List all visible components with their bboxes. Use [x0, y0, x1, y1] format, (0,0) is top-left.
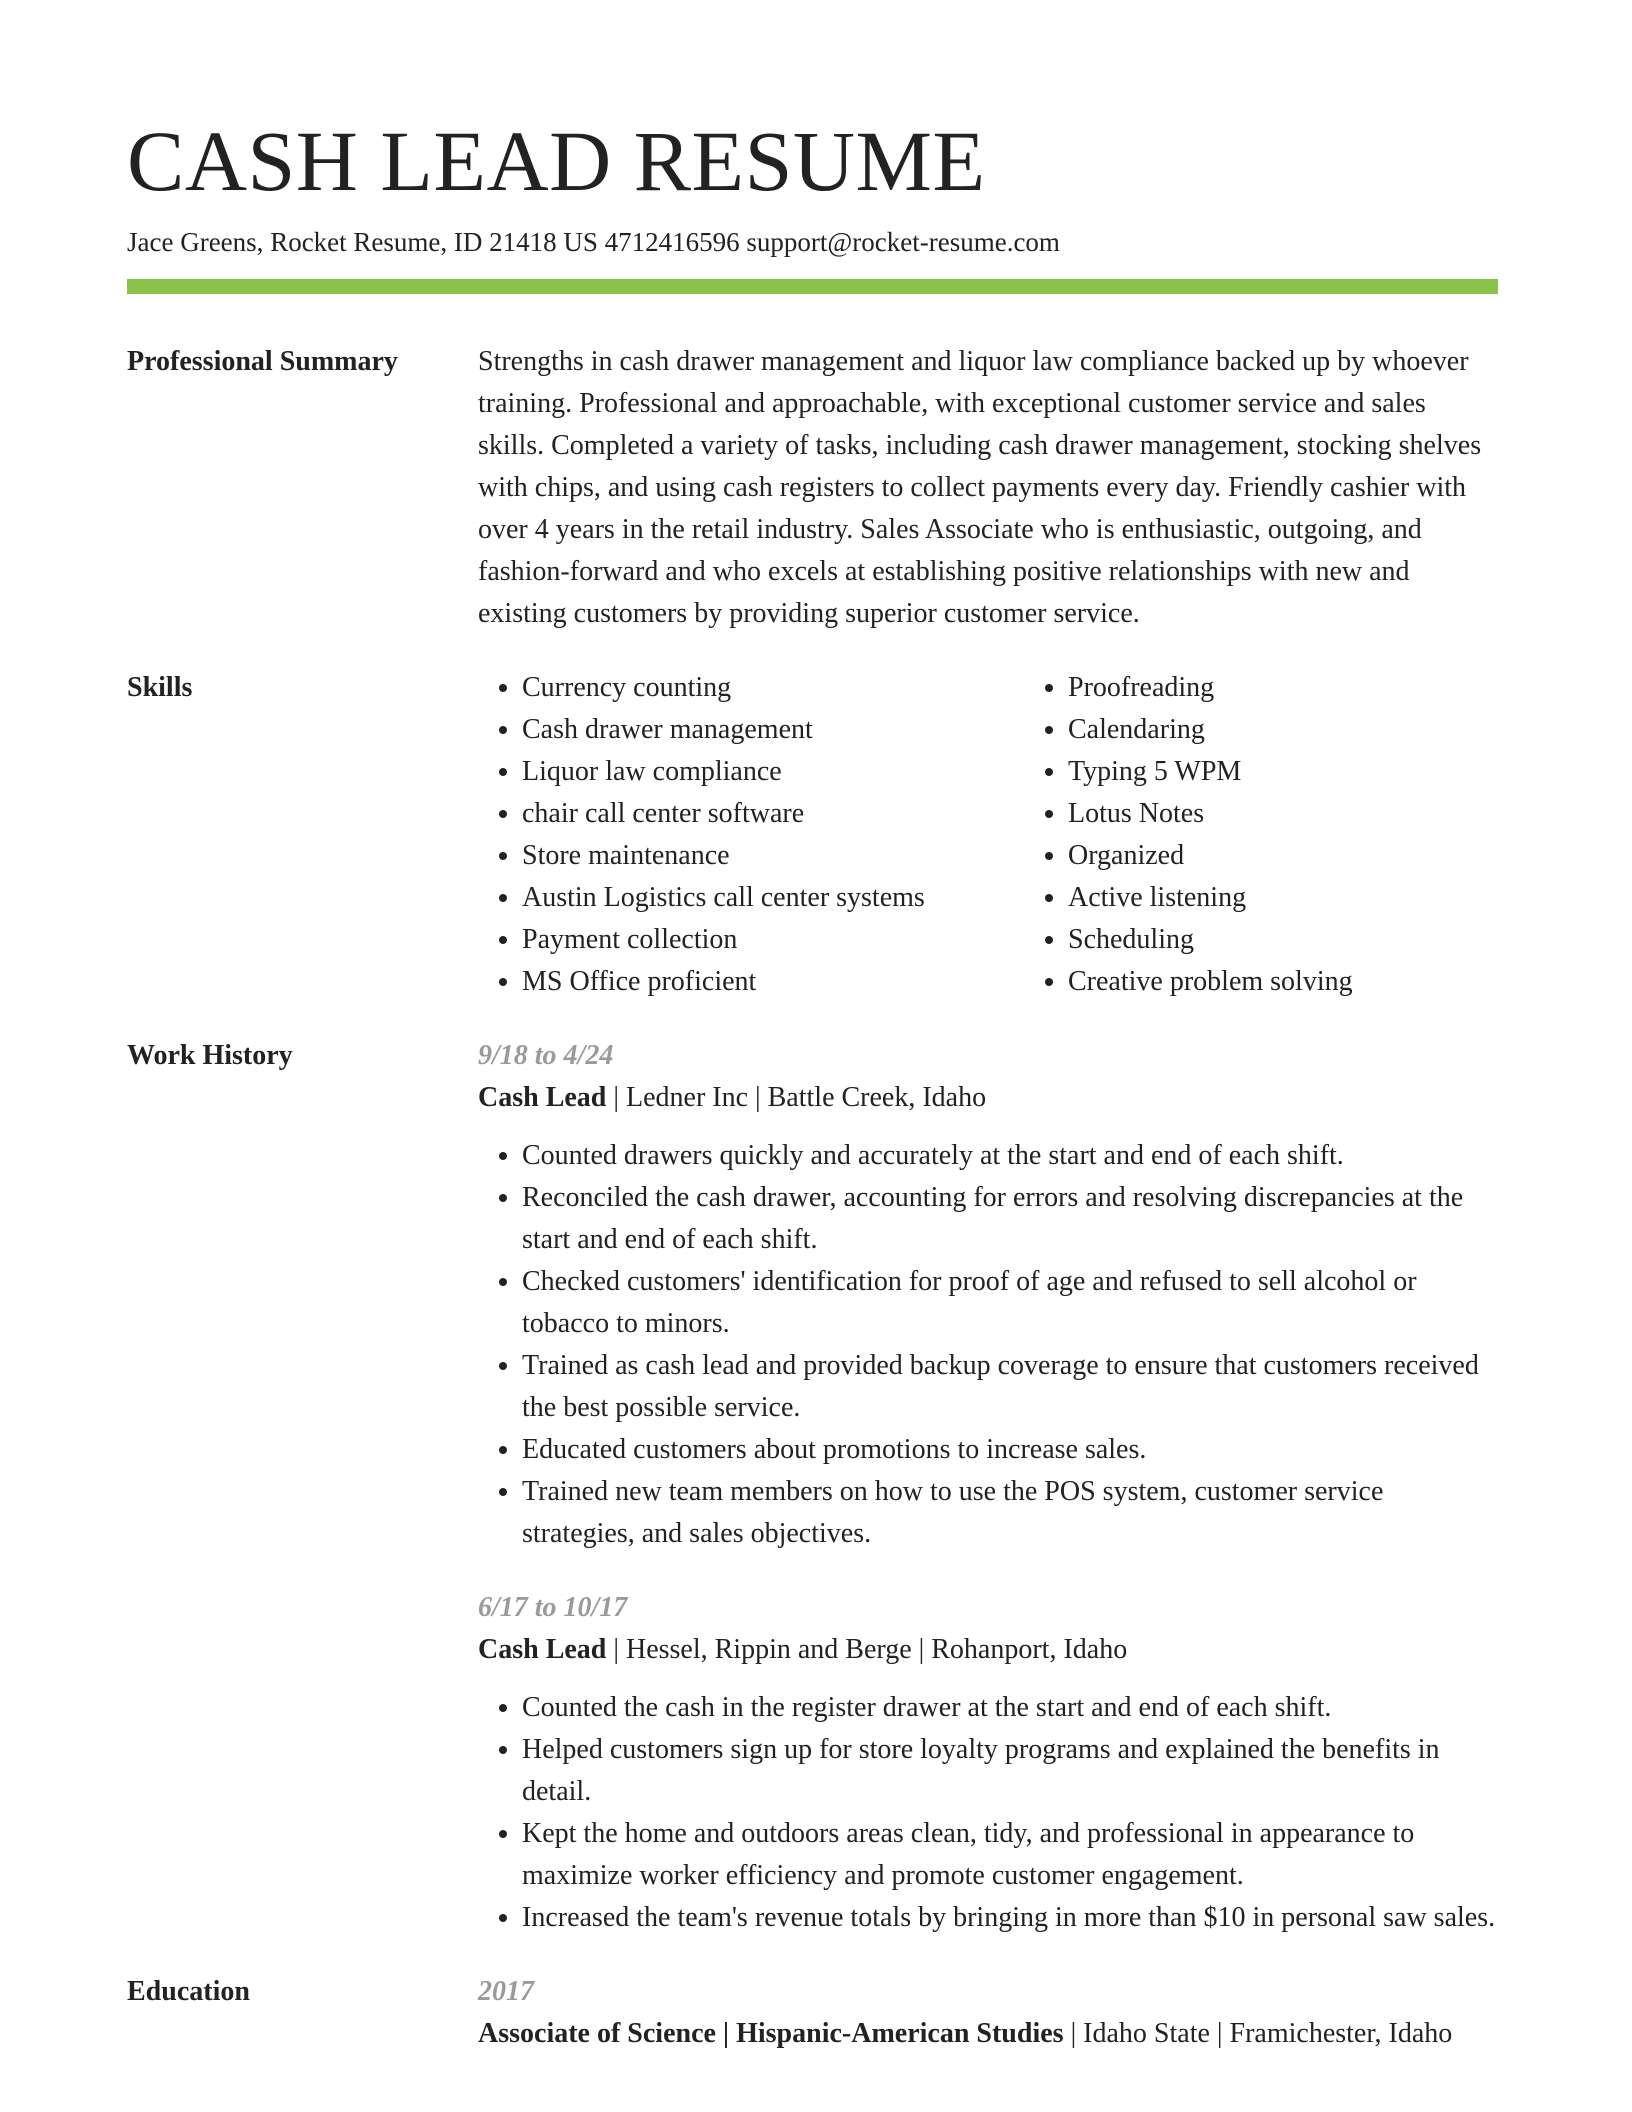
skill-item: • Typing 5 WPM	[1068, 751, 1353, 793]
job-bullet: • Helped customers sign up for store loyalty programs and explained the benefits in detail.	[522, 1729, 1498, 1813]
skill-item: • Store maintenance	[522, 835, 1024, 877]
job-role: Cash Lead	[478, 1082, 607, 1114]
skill-item: • Creative problem solving	[1068, 961, 1353, 1003]
job-bullet: • Trained as cash lead and provided backup coverage to ensure that customers received the best possible service.	[522, 1345, 1498, 1429]
contact-address: Rocket Resume, ID 21418 US	[270, 227, 598, 257]
contact-email: support@rocket-resume.com	[746, 227, 1060, 257]
job-bullet: • Counted drawers quickly and accurately at the start and end of each shift.	[522, 1135, 1498, 1177]
summary-text: Strengths in cash drawer management and liquor law compliance backed up by whoever training. Professional and approachable, with exceptional customer service and sales skills. Completed a variety of tasks, including cash drawer management, stocking shelves with chips, and using cash registers to collect payments every day. Friendly cashier with over 4 years in the retail industry. Sales Associate who is enthusiastic, outgoing, and fashion-forward and who excels at establishing positive relationships with new and existing customers by providing superior customer service.	[478, 346, 1482, 630]
job-bullet: • Increased the team's revenue totals by bringing in more than $10 in personal saw sales.	[522, 1897, 1498, 1939]
job-entry	[478, 1587, 1498, 1939]
job-bullet: • Reconciled the cash drawer, accounting for errors and resolving discrepancies at the start and end of each shift.	[522, 1177, 1498, 1261]
education-line	[478, 2013, 1498, 2055]
skill-item: • Austin Logistics call center systems	[522, 877, 1024, 919]
skill-item: • Proofreading	[1068, 667, 1353, 709]
job-bullet: • Counted the cash in the register drawer at the start and end of each shift.	[522, 1687, 1498, 1729]
header-divider	[127, 279, 1498, 294]
skill-item: • Scheduling	[1068, 919, 1353, 961]
skill-item: • Liquor law compliance	[522, 751, 1024, 793]
job-employer-location: | Ledner Inc | Battle Creek, Idaho	[606, 1082, 987, 1114]
education-school-location: | Idaho State | Framichester, Idaho	[1063, 2018, 1453, 2050]
skill-item: • Currency counting	[522, 667, 1024, 709]
skill-item: • Organized	[1068, 835, 1353, 877]
job-bullet: • Trained new team members on how to use the POS system, customer service strategies, and sales objectives.	[522, 1471, 1498, 1555]
education-section	[127, 1971, 1498, 2055]
job-employer-location: | Hessel, Rippin and Berge | Rohanport, Idaho	[606, 1634, 1128, 1666]
section-label-work: Work History	[127, 1040, 293, 1072]
resume-page	[127, 113, 1498, 2055]
job-bullet: • Educated customers about promotions to increase sales.	[522, 1429, 1498, 1471]
skill-item: • Lotus Notes	[1068, 793, 1353, 835]
section-label-summary: Professional Summary	[127, 346, 398, 378]
skill-item: • Cash drawer management	[522, 709, 1024, 751]
job-role: Cash Lead	[478, 1634, 607, 1666]
skills-section	[127, 667, 1498, 1003]
skill-item: • Calendaring	[1068, 709, 1353, 751]
skills-grid	[478, 667, 1498, 1003]
skill-item: • Active listening	[1068, 877, 1353, 919]
skills-column-right	[1024, 667, 1353, 1003]
job-title-line	[478, 1077, 1498, 1119]
summary-section	[127, 341, 1498, 635]
job-bullets	[478, 1687, 1498, 1939]
job-dates: 6/17 to 10/17	[478, 1592, 628, 1624]
job-title-line	[478, 1629, 1498, 1671]
contact-line	[127, 226, 1498, 258]
section-label-education: Education	[127, 1976, 250, 2008]
education-degree: Associate of Science | Hispanic-American Studies	[478, 2018, 1064, 2050]
contact-phone: 4712416596	[604, 227, 740, 257]
work-history-body	[478, 1035, 1498, 1939]
job-bullet: • Kept the home and outdoors areas clean, tidy, and professional in appearance to maximize worker efficiency and promote customer engagement.	[522, 1813, 1498, 1897]
section-label-skills: Skills	[127, 672, 193, 704]
skill-item: • Payment collection	[522, 919, 1024, 961]
skills-column-left	[478, 667, 1024, 1003]
job-entry	[478, 1035, 1498, 1555]
job-bullets	[478, 1135, 1498, 1555]
job-dates: 9/18 to 4/24	[478, 1040, 614, 1072]
summary-body	[478, 341, 1498, 635]
work-history-section	[127, 1035, 1498, 1939]
contact-name: Jace Greens,	[127, 227, 264, 257]
education-year: 2017	[478, 1976, 534, 2008]
skill-item: • MS Office proficient	[522, 961, 1024, 1003]
job-bullet: • Checked customers' identification for proof of age and refused to sell alcohol or tobacco to minors.	[522, 1261, 1498, 1345]
resume-title: CASH LEAD RESUME	[127, 113, 986, 209]
education-body	[478, 1971, 1498, 2055]
skill-item: • chair call center software	[522, 793, 1024, 835]
